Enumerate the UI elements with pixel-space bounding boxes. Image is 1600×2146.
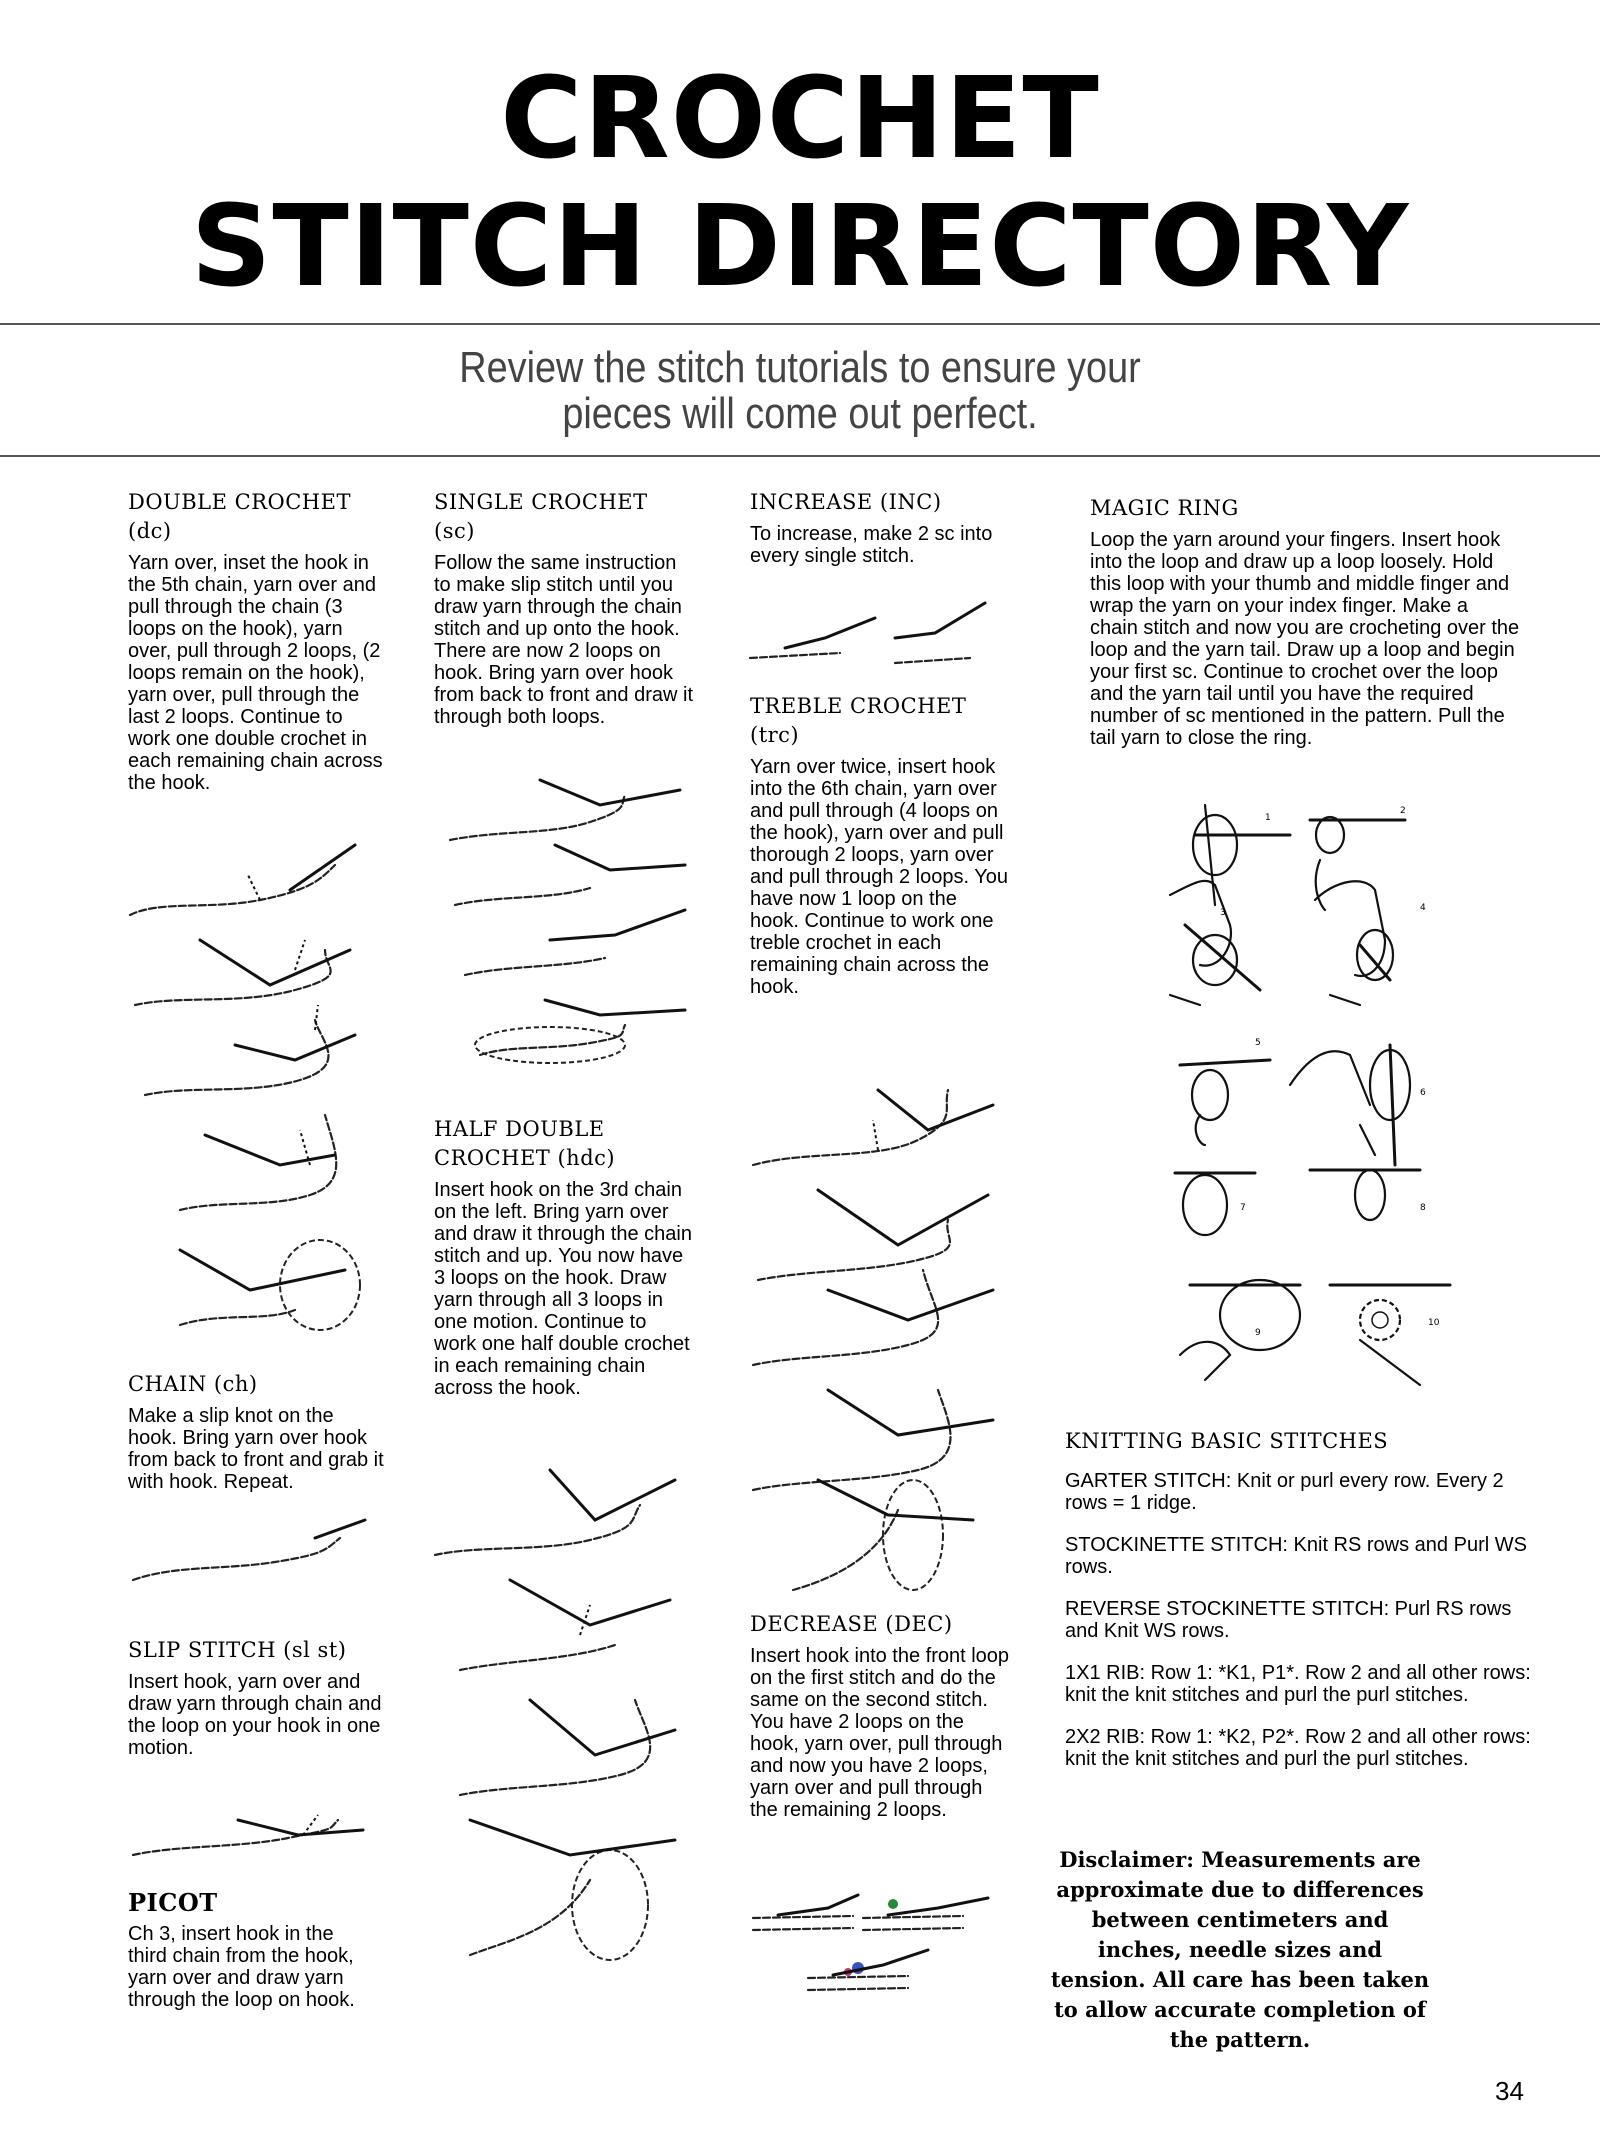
hdc-step-4: [470, 1820, 675, 1960]
dec-step-2: [863, 1898, 988, 1930]
section-body: Loop the yarn around your fingers. Insert hook into the loop and draw up a loop loosely. Hold this loop with your thumb and middle finger and wrap the yarn on your index finger. Make a chain stitch and now you are crocheting over the loop and the yarn tail. Draw up a loop and begin your first sc. Continue to crochet over the loop and the yarn tail until you have the required number of sc mentioned in the pattern. Pull the tail yarn to close the ring.: [1090, 529, 1520, 749]
section-body: Follow the same instruction to make slip stitch until you draw yarn through the chain stitch and up onto the hook. There are now 2 loops on hook. Bring yarn over hook from back to front and draw it through both loops.: [434, 552, 694, 728]
inc-step-2: [895, 603, 985, 663]
section-treble-crochet: [750, 692, 1010, 998]
trc-step-2: [758, 1190, 988, 1280]
section-increase: [750, 488, 1010, 567]
subtitle-line-1: Review the stitch tutorials to ensure your: [459, 343, 1141, 392]
step-number: 7: [1240, 1203, 1246, 1213]
section-body: Insert hook into the front loop on the first stitch and do the same on the second stitch. You have 2 loops on the hook, yarn over, pull through and now you have 2 loops, yarn over and pull through the remaining 2 loops.: [750, 1645, 1010, 1821]
hdc-step-2: [460, 1580, 670, 1670]
subtitle: [327, 345, 1273, 437]
dc-step-3: [145, 1005, 355, 1095]
section-title: DECREASE (DEC): [750, 1612, 953, 1636]
step-number: 1: [1265, 813, 1271, 823]
page-number: 34: [1495, 2076, 1524, 2106]
section-body: Yarn over, inset the hook in the 5th chain, yarn over and pull through the chain (3 loops on the hook), yarn over, pull through 2 loops, (2 loops remain on the hook), yarn over, pull through the last 2 loops. Continue to work one double crochet in each remaining chain across the hook.: [128, 552, 383, 794]
magic-ring-step-7: [1175, 1173, 1255, 1235]
magic-ring-step-4: [1315, 881, 1426, 1005]
section-title-line-2: (sc): [434, 519, 475, 543]
section-title-line-1: SINGLE CROCHET: [434, 490, 648, 514]
knit-item-garter: GARTER STITCH: Knit or purl every row. Every 2 rows = 1 ridge.: [1065, 1470, 1504, 1514]
section-knitting-basic-stitches: [1065, 1427, 1535, 1790]
step-number: 10: [1428, 1318, 1440, 1328]
single-crochet-illustration: [440, 760, 690, 1070]
section-title: PICOT: [128, 1888, 218, 1917]
sc-step-2: [455, 845, 685, 905]
section-single-crochet: [434, 488, 694, 728]
dec-step-1: [753, 1895, 858, 1930]
knit-item-1x1-rib: 1X1 RIB: Row 1: *K1, P1*. Row 2 and all other rows: knit the knit stitches and purl the purl stitches.: [1065, 1662, 1531, 1706]
section-body: Make a slip knot on the hook. Bring yarn over hook from back to front and grab it with hook. Repeat.: [128, 1405, 384, 1493]
magic-ring-step-8: [1310, 1170, 1426, 1220]
magic-ring-illustration: [1160, 795, 1490, 1390]
sc-step-1: [450, 780, 680, 840]
section-title-line-2: CROCHET (hdc): [434, 1146, 616, 1170]
section-body: Ch 3, insert hook in the third chain from the hook, yarn over and draw yarn through the loop on hook.: [128, 1923, 355, 2011]
step-number: 5: [1255, 1038, 1261, 1048]
dc-step-2: [135, 940, 350, 1005]
section-title: SLIP STITCH (sl st): [128, 1638, 347, 1662]
knit-item-stockinette: STOCKINETTE STITCH: Knit RS rows and Purl WS rows.: [1065, 1534, 1527, 1578]
magic-ring-step-1: [1193, 805, 1290, 905]
title-line-1: CROCHET: [500, 54, 1100, 184]
decrease-illustration: [748, 1890, 998, 2000]
trc-step-5: [793, 1480, 973, 1590]
dec-step-3: [808, 1950, 928, 1990]
chain-illustration: [125, 1510, 370, 1590]
page-title: [0, 55, 1600, 311]
trc-step-3: [753, 1270, 993, 1365]
sc-step-3: [465, 910, 685, 975]
magic-ring-step-9: [1180, 1280, 1300, 1380]
section-body: [1065, 1470, 1535, 1770]
section-title: MAGIC RING: [1090, 496, 1239, 520]
treble-crochet-illustration: [748, 1080, 998, 1600]
section-title: CHAIN (ch): [128, 1372, 258, 1396]
sc-step-4: [475, 1000, 685, 1063]
hdc-step-1: [435, 1470, 675, 1555]
section-title-line-1: HALF DOUBLE: [434, 1117, 605, 1141]
section-title: INCREASE (INC): [750, 490, 942, 514]
half-double-crochet-illustration: [430, 1460, 685, 1980]
section-title-line-2: (trc): [750, 723, 800, 747]
disclaimer: Disclaimer: Measurements are approximate due to differences between centimeters and inches, needle sizes and tension. All care has been taken to allow accurate completion of the pattern.: [1050, 1847, 1430, 2052]
dc-step-4: [180, 1115, 336, 1210]
section-body: Yarn over twice, insert hook into the 6th chain, yarn over and pull through (4 loops on the hook), yarn over and pull thorough 2 loops, yarn over and pull through 2 loops. You have now 1 loop on the hook. Continue to work one treble crochet in each remaining chain across the hook.: [750, 756, 1008, 998]
section-title-line-2: (dc): [128, 519, 172, 543]
magic-ring-step-10: [1330, 1285, 1450, 1385]
step-number: 9: [1255, 1328, 1261, 1338]
slip-stitch-illustration: [128, 1790, 368, 1865]
section-title: [434, 1115, 694, 1173]
subtitle-line-2: pieces will come out perfect.: [562, 389, 1038, 438]
double-crochet-illustration: [120, 830, 370, 1370]
dc-step-1: [130, 845, 355, 915]
hdc-step-3: [460, 1700, 675, 1795]
top-divider: [0, 323, 1600, 325]
section-title-line-1: TREBLE CROCHET: [750, 694, 967, 718]
section-double-crochet: [128, 488, 388, 794]
step-number: 6: [1420, 1088, 1426, 1098]
magic-ring-step-6: [1290, 1045, 1426, 1165]
section-title: KNITTING BASIC STITCHES: [1065, 1429, 1389, 1453]
magic-ring-step-5: [1180, 1038, 1270, 1145]
section-picot: [128, 1888, 368, 2011]
magic-ring-step-2: [1310, 806, 1406, 910]
inc-step-1: [750, 618, 875, 658]
dc-step-5: [180, 1240, 360, 1330]
trc-step-4: [753, 1390, 993, 1490]
section-chain: [128, 1370, 388, 1493]
section-body: Insert hook, yarn over and draw yarn through chain and the loop on your hook in one motion.: [128, 1671, 382, 1759]
bottom-divider: [0, 455, 1600, 457]
trc-step-1: [753, 1090, 993, 1165]
section-title: [434, 488, 694, 546]
section-half-double-crochet: [434, 1115, 694, 1399]
increase-illustration: [745, 598, 990, 678]
step-number: 8: [1420, 1203, 1426, 1213]
section-magic-ring: [1090, 494, 1520, 749]
knit-item-reverse-stockinette: REVERSE STOCKINETTE STITCH: Purl RS rows and Knit WS rows.: [1065, 1598, 1512, 1642]
step-number: 2: [1400, 806, 1406, 816]
section-decrease: [750, 1610, 1010, 1821]
knit-item-2x2-rib: 2X2 RIB: Row 1: *K2, P2*. Row 2 and all other rows: knit the knit stitches and purl the purl stitches.: [1065, 1726, 1531, 1770]
section-title: [128, 488, 388, 546]
section-body: To increase, make 2 sc into every single stitch.: [750, 523, 993, 567]
section-body: Insert hook on the 3rd chain on the left. Bring yarn over and draw it through the chain stitch and up. You now have 3 loops on the hook. Draw yarn through all 3 loops in one motion. Continue to work one half double crochet in each remaining chain across the hook.: [434, 1179, 692, 1399]
step-number: 4: [1420, 903, 1426, 913]
section-slip-stitch: [128, 1636, 398, 1759]
title-line-2: STITCH DIRECTORY: [190, 182, 1410, 312]
step-number: 3: [1220, 908, 1226, 918]
section-title: [750, 692, 1010, 750]
section-title-line-1: DOUBLE CROCHET: [128, 490, 351, 514]
